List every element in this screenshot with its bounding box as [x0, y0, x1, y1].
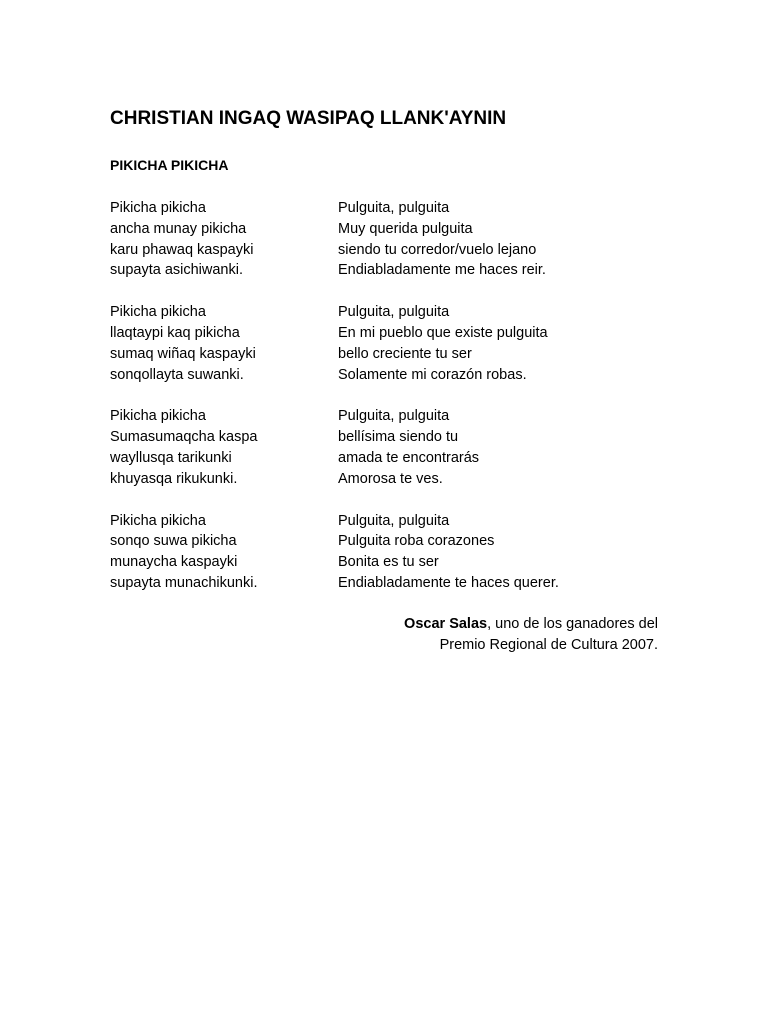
quechua-line: ancha munay pikicha	[110, 220, 247, 237]
stanza-3	[110, 406, 670, 489]
spanish-line: bellísima siendo tu	[338, 429, 459, 446]
quechua-line: sonqo suwa pikicha	[110, 533, 237, 550]
spanish-line: Solamente mi corazón robas.	[338, 366, 527, 383]
quechua-line: supayta munachikunki.	[110, 574, 258, 591]
stanza-2	[110, 302, 670, 385]
quechua-line: Pikicha pikicha	[110, 408, 206, 425]
spanish-line: Pulguita roba corazones	[338, 533, 495, 550]
spanish-line: En mi pueblo que existe pulguita	[338, 324, 548, 341]
quechua-line: Pikicha pikicha	[110, 512, 206, 529]
spanish-line: amada te encontrarás	[338, 449, 480, 466]
stanza-spanish-column	[338, 302, 668, 385]
quechua-line: sonqollayta suwanki.	[110, 366, 244, 383]
spanish-line: Pulguita, pulguita	[338, 408, 450, 425]
spanish-line: Amorosa te ves.	[338, 470, 443, 487]
author-name: Oscar Salas	[404, 616, 488, 632]
spanish-line: Endiabladamente me haces reir.	[338, 262, 546, 279]
stanza-spanish-column	[338, 511, 668, 594]
stanza-1	[110, 198, 670, 281]
poem-body	[110, 198, 670, 615]
quechua-line: wayllusqa tarikunki	[110, 449, 232, 466]
credit-line-2: Premio Regional de Cultura 2007.	[439, 637, 658, 653]
quechua-line: Pikicha pikicha	[110, 304, 206, 321]
stanza-quechua-column	[110, 198, 338, 281]
stanza-4	[110, 511, 670, 594]
stanza-quechua-column	[110, 302, 338, 385]
quechua-line: khuyasqa rikukunki.	[110, 470, 238, 487]
spanish-line: Pulguita, pulguita	[338, 512, 450, 529]
spanish-line: Muy querida pulguita	[338, 220, 473, 237]
quechua-line: supayta asichiwanki.	[110, 262, 243, 279]
spanish-line: Pulguita, pulguita	[338, 304, 450, 321]
author-credit	[300, 614, 658, 656]
stanza-spanish-column	[338, 198, 668, 281]
quechua-line: sumaq wiñaq kaspayki	[110, 345, 256, 362]
credit-line-1: , uno de los ganadores del	[487, 616, 658, 632]
document-title: CHRISTIAN INGAQ WASIPAQ LLANK'AYNIN	[110, 108, 507, 129]
stanza-quechua-column	[110, 511, 338, 594]
stanza-quechua-column	[110, 406, 338, 489]
quechua-line: karu phawaq kaspayki	[110, 241, 254, 258]
stanza-spanish-column	[338, 406, 668, 489]
spanish-line: Pulguita, pulguita	[338, 200, 450, 216]
spanish-line: bello creciente tu ser	[338, 345, 472, 362]
quechua-line: Pikicha pikicha	[110, 200, 206, 216]
poem-title: PIKICHA PIKICHA	[110, 157, 229, 173]
spanish-line: Endiabladamente te haces querer.	[338, 574, 559, 591]
spanish-line: siendo tu corredor/vuelo lejano	[338, 241, 537, 258]
spanish-line: Bonita es tu ser	[338, 554, 439, 571]
quechua-line: munaycha kaspayki	[110, 554, 238, 571]
quechua-line: Sumasumaqcha kaspa	[110, 429, 258, 446]
quechua-line: llaqtaypi kaq pikicha	[110, 324, 240, 341]
